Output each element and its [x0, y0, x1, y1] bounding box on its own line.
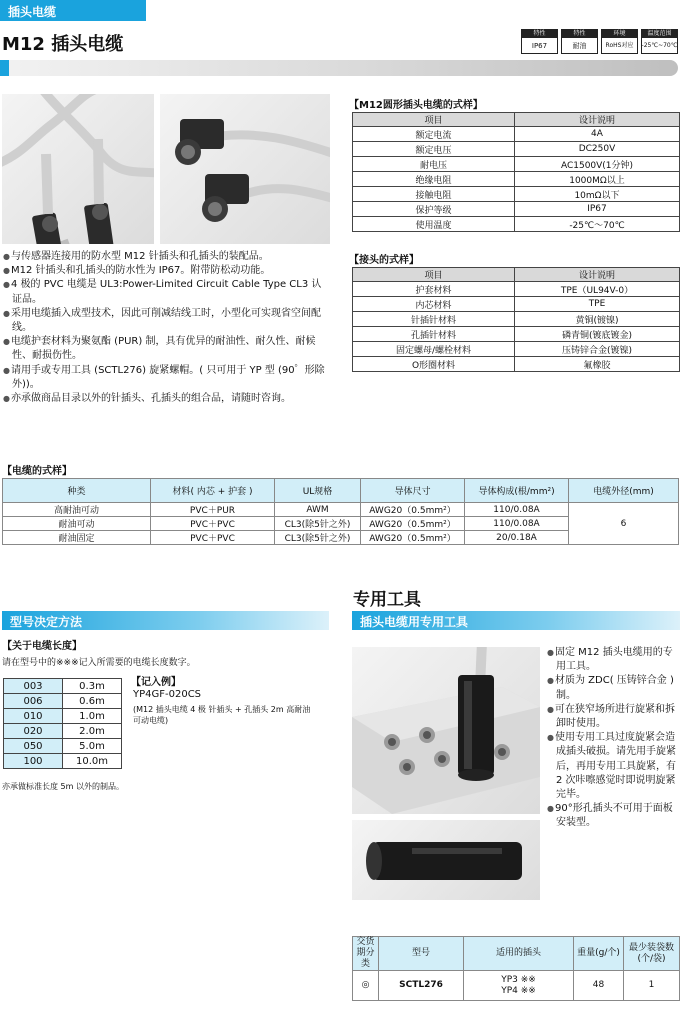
page-title: M12 插头电缆	[2, 34, 124, 55]
table-row: 010 1.0m	[4, 709, 122, 724]
connector-spec-table: 项目 设计说明 护套材料 TPE（UL94V-0） 内芯材料 TPE 针插针材料 黄铜(镀镍) 孔插针材料 磷青铜(镀底镀金) 固定螺母/螺栓材料 压铸锌合金(镀镍) O形圈材料 氟橡胶	[352, 267, 680, 372]
table-row: ◎ SCTL276 YP3 ※※ YP4 ※※ 48 1	[353, 971, 680, 1001]
cable-diameter: 6	[569, 503, 679, 545]
cable-type-table: 种类 材料( 内芯 + 护套 ) UL规格 导体尺寸 导体构成(根/mm²) 电缆外径(mm) 高耐油可动 PVC＋PUR AWM AWG20（0.5mm²） 110/0.08A 6 耐油可动 PVC＋PVC CL3(除5针之外) AWG20（0.5mm²） 110/0.08A 耐油固定 PVC＋PVC CL3(除5针之外) AWG20（0.5mm²） 20/0.18A	[2, 478, 679, 545]
feature-item: ● 请用手或专用工具 (SCTL276) 旋紧螺帽。( 只可用于 YP 型 (90゜形除外))。	[3, 364, 325, 392]
length-instruction: 请在型号中的※※※记入所需要的电缆长度数字。	[2, 658, 196, 668]
spec1-heading: 【M12圆形插头电缆的式样】	[349, 100, 483, 111]
tool-feature-item: ● 固定 M12 插头电缆用的专用工具。	[547, 646, 681, 674]
tool-photo	[352, 820, 540, 900]
length-note: 亦承做标准长度 5m 以外的制品。	[2, 782, 124, 791]
feature-item: ● 亦承做商品目录以外的针插头、孔插头的组合品，请随时咨询。	[3, 392, 325, 406]
cable-spec-table: 项目 设计说明 额定电流 4A 额定电压 DC250V 耐电压 AC1500V(1分钟) 绝缘电阻 1000MΩ以上 接触电阻 10mΩ以下 保护等级 IP67 使用温度 -25℃～70℃	[352, 112, 680, 232]
example-code: YP4GF-020CS	[133, 689, 202, 700]
table-row: 额定电流 4A	[353, 127, 680, 142]
tool-feature-item: ● 90°形孔插头不可用于面板安装型。	[547, 802, 681, 830]
tool-feature-item: ● 材质为 ZDC( 压铸锌合金 ) 制。	[547, 674, 681, 702]
tools-title: 专用工具	[353, 590, 421, 610]
table-row: 护套材料 TPE（UL94V-0）	[353, 282, 680, 297]
example-description: (M12 插头电缆 4 极 针插头 + 孔插头 2m 高耐油可动电缆)	[133, 705, 311, 725]
category-tab: 插头电缆	[0, 0, 146, 21]
table-row: 耐油固定 PVC＋PVC CL3(除5针之外) AWG20（0.5mm²） 20/0.18A	[3, 531, 679, 545]
feature-item: ● 电缆护套材料为聚氨酯 (PUR) 制，具有优异的耐油性、耐久性、耐候性、耐损伤性。	[3, 335, 325, 363]
example-heading: 【记入例】	[131, 677, 181, 688]
table-row: O形圈材料 氟橡胶	[353, 357, 680, 372]
tool-order-table: 交货期分类 型号 适用的插头 重量(g/个) 最少装袋数(个/袋) ◎ SCTL276 YP3 ※※ YP4 ※※ 48 1	[352, 936, 680, 1001]
table-row: 固定螺母/螺栓材料 压铸锌合金(镀镍)	[353, 342, 680, 357]
table-row: 高耐油可动 PVC＋PUR AWM AWG20（0.5mm²） 110/0.08A 6	[3, 503, 679, 517]
spec2-heading: 【接头的式样】	[349, 255, 419, 266]
badge-rohs: 环境 RoHS对应	[601, 29, 638, 54]
badge-oil: 特性 耐油	[561, 29, 598, 54]
table-row: 额定电压 DC250V	[353, 142, 680, 157]
feature-badges	[521, 29, 678, 54]
feature-list	[3, 250, 325, 406]
length-heading: 【关于电缆长度】	[2, 641, 82, 652]
table-row: 耐电压 AC1500V(1分钟)	[353, 157, 680, 172]
table-row: 使用温度 -25℃～70℃	[353, 217, 680, 232]
table-row: 保护等级 IP67	[353, 202, 680, 217]
table-row: 耐油可动 PVC＋PVC CL3(除5针之外) AWG20（0.5mm²） 110/0.08A	[3, 517, 679, 531]
table-row: 050 5.0m	[4, 739, 122, 754]
table-row: 针插针材料 黄铜(镀镍)	[353, 312, 680, 327]
badge-ip67: 特性 IP67	[521, 29, 558, 54]
feature-item: ● 与传感器连接用的防水型 M12 针插头和孔插头的装配品。	[3, 250, 325, 264]
title-divider	[0, 60, 678, 76]
table-row: 孔插针材料 磷青铜(镀底镀金)	[353, 327, 680, 342]
table-row: 接触电阻 10mΩ以下	[353, 187, 680, 202]
badge-temperature: 温度范围 -25℃~70℃	[641, 29, 678, 54]
tool-feature-item: ● 可在狭窄场所进行旋紧和拆卸时使用。	[547, 703, 681, 731]
tool-feature-item: ● 使用专用工具过度旋紧会造成插头破损。请先用手旋紧后，再用专用工具旋紧，有 2 次咔嚓感觉时即说明旋紧完毕。	[547, 731, 681, 802]
cable-spec-heading: 【电缆的式样】	[2, 466, 72, 477]
table-row: 003 0.3m	[4, 679, 122, 694]
model-section-bar: 型号决定方法	[2, 611, 329, 630]
table-row: 内芯材料 TPE	[353, 297, 680, 312]
feature-item: ● 4 极的 PVC 电缆是 UL3:Power-Limited Circuit Cable Type CL3 认证品。	[3, 278, 325, 306]
product-photo-angled	[160, 94, 330, 244]
table-row: 绝缘电阻 1000MΩ以上	[353, 172, 680, 187]
feature-item: ● M12 针插头和孔插头的防水性为 IP67。附带防松动功能。	[3, 264, 325, 278]
tools-section-bar: 插头电缆用专用工具	[352, 611, 680, 630]
table-row: 100 10.0m	[4, 754, 122, 769]
length-table	[3, 678, 122, 769]
table-row: 006 0.6m	[4, 694, 122, 709]
table-row: 020 2.0m	[4, 724, 122, 739]
tool-feature-list	[547, 646, 681, 831]
product-photo-straight	[2, 94, 154, 244]
feature-item: ● 采用电缆插入成型技术，因此可削减结线工时，小型化可实现省空间配线。	[3, 307, 325, 335]
tool-photo-in-use	[352, 647, 540, 814]
